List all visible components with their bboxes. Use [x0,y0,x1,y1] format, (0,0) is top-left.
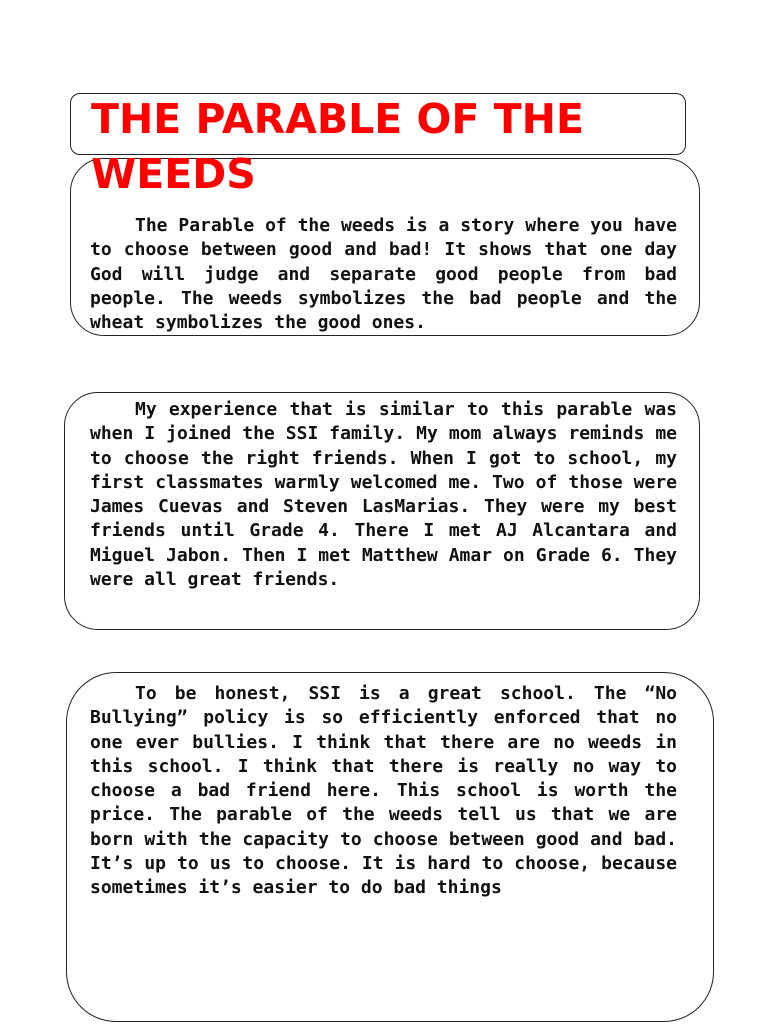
paragraph-school-reflection: To be honest, SSI is a great school. The “No Bullying” policy is so efficiently enforced that no one ever bullies. I think that there are no weeds in this school. I think that there is really no way to choose a bad friend here. This school is worth the price. The parable of the weeds tell us that we are born with the capacity to choose between good and bad. It’s up to us to choose. It is hard to choose, because sometimes it’s easier to do bad things [90,683,677,899]
paragraph-personal-experience: My experience that is similar to this parable was when I joined the SSI family. My mom always reminds me to choose the right friends. When I got to school, my first classmates warmly welcomed me. Two of those were James Cuevas and Steven LasMarias. They were my best friends until Grade 4. There I met AJ Alcantara and Miguel Jabon. Then I met Matthew Amar on Grade 6. They were all great friends. [90,399,677,591]
paragraph-parable-summary: The Parable of the weeds is a story where you have to choose between good and bad! It shows that one day God will judge and separate good people from bad people. The weeds symbolizes the bad people and the wheat symbolizes the good ones. [90,215,677,334]
page-title: THE PARABLE OF THE WEEDS [91,95,584,198]
